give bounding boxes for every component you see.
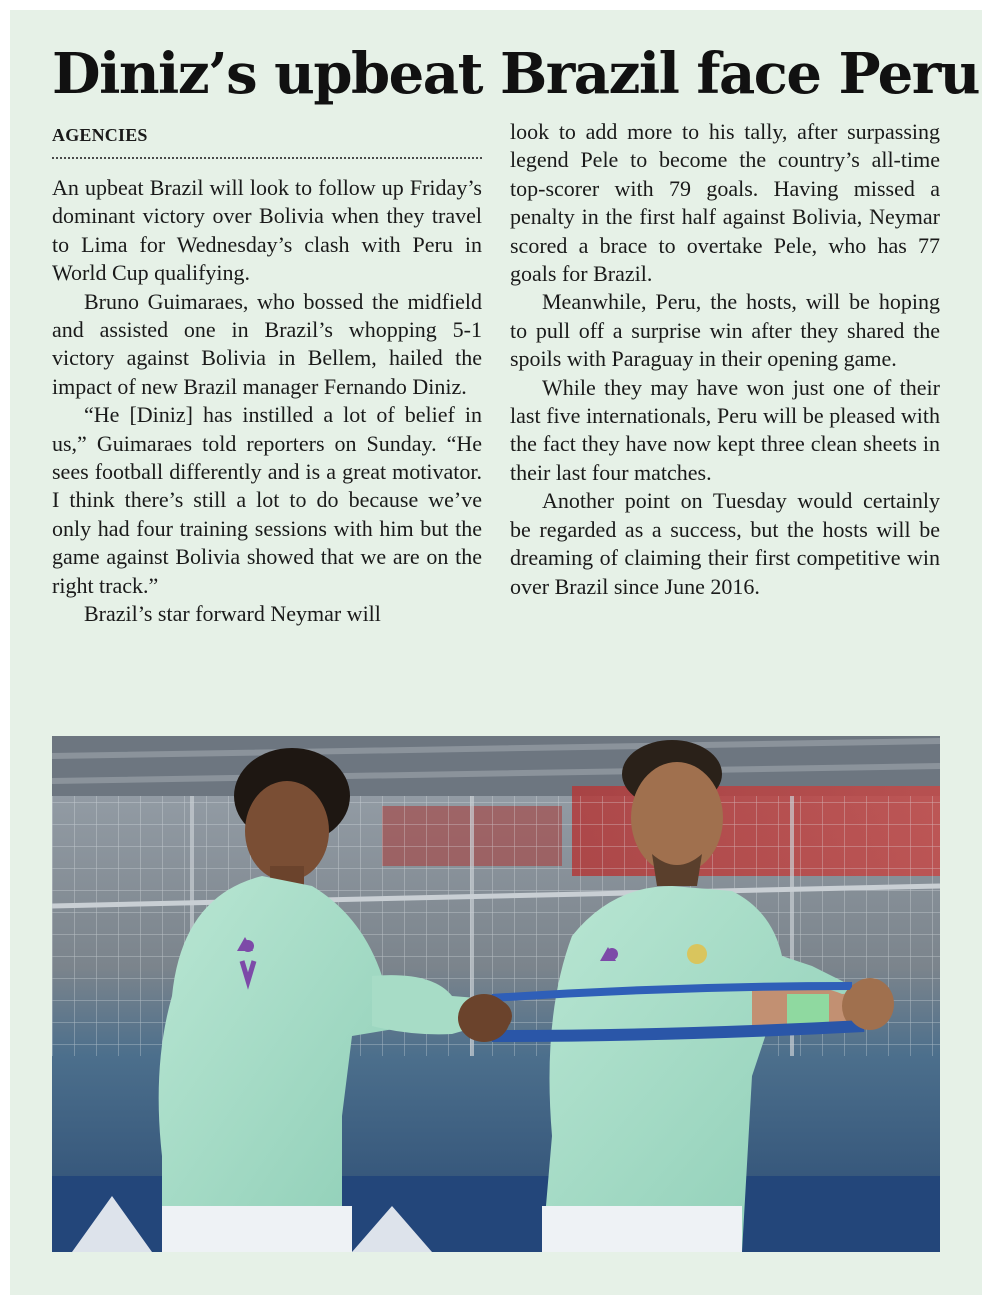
article-column-left xyxy=(52,174,482,629)
paragraph: An upbeat Brazil will look to follow up Friday’s dominant victory over Bolivia when they travel to Lima for Wednesday’s clash with Peru in World Cup qualifying. xyxy=(52,175,482,286)
paragraph: While they may have won just one of their last five internationals, Peru will be pleased with the fact they have now kept three clean sheets in their last four matches. xyxy=(510,374,940,485)
paragraph: Another point on Tuesday would certainly be regarded as a success, but the hosts will be dreaming of claiming their first competitive win over Brazil since June 2016. xyxy=(510,488,940,599)
byline-divider xyxy=(52,157,482,159)
paragraph: look to add more to his tally, after surpassing legend Pele to become the country’s all-time top-scorer with 79 goals. Having missed a penalty in the first half against Bolivia, Neymar scored a brace to overtake Pele, who has 77 goals for Brazil. xyxy=(510,119,940,287)
paragraph: Meanwhile, Peru, the hosts, will be hoping to pull off a surprise win after they shared the spoils with Paraguay in their opening game. xyxy=(510,289,940,372)
paragraph: “He [Diniz] has instilled a lot of belief in us,” Guimaraes told reporters on Sunday. “He sees football differently and is a great motivator. I think there’s still a lot to do because we’ve only had four training sessions with him but the game against Bolivia showed that we are on the right track.” xyxy=(52,402,482,598)
byline: AGENCIES xyxy=(52,125,148,145)
paragraph: Bruno Guimaraes, who bossed the midfield and assisted one in Brazil’s whopping 5-1 victory against Bolivia in Bellem, hailed the impact of new Brazil manager Fernando Diniz. xyxy=(52,288,482,399)
article-column-right xyxy=(510,118,940,601)
headline: Diniz’s upbeat Brazil face Peru xyxy=(52,41,979,107)
training-photo xyxy=(52,736,940,1252)
training-photo-illustration xyxy=(52,736,940,1252)
paragraph: Brazil’s star forward Neymar will xyxy=(84,601,381,627)
